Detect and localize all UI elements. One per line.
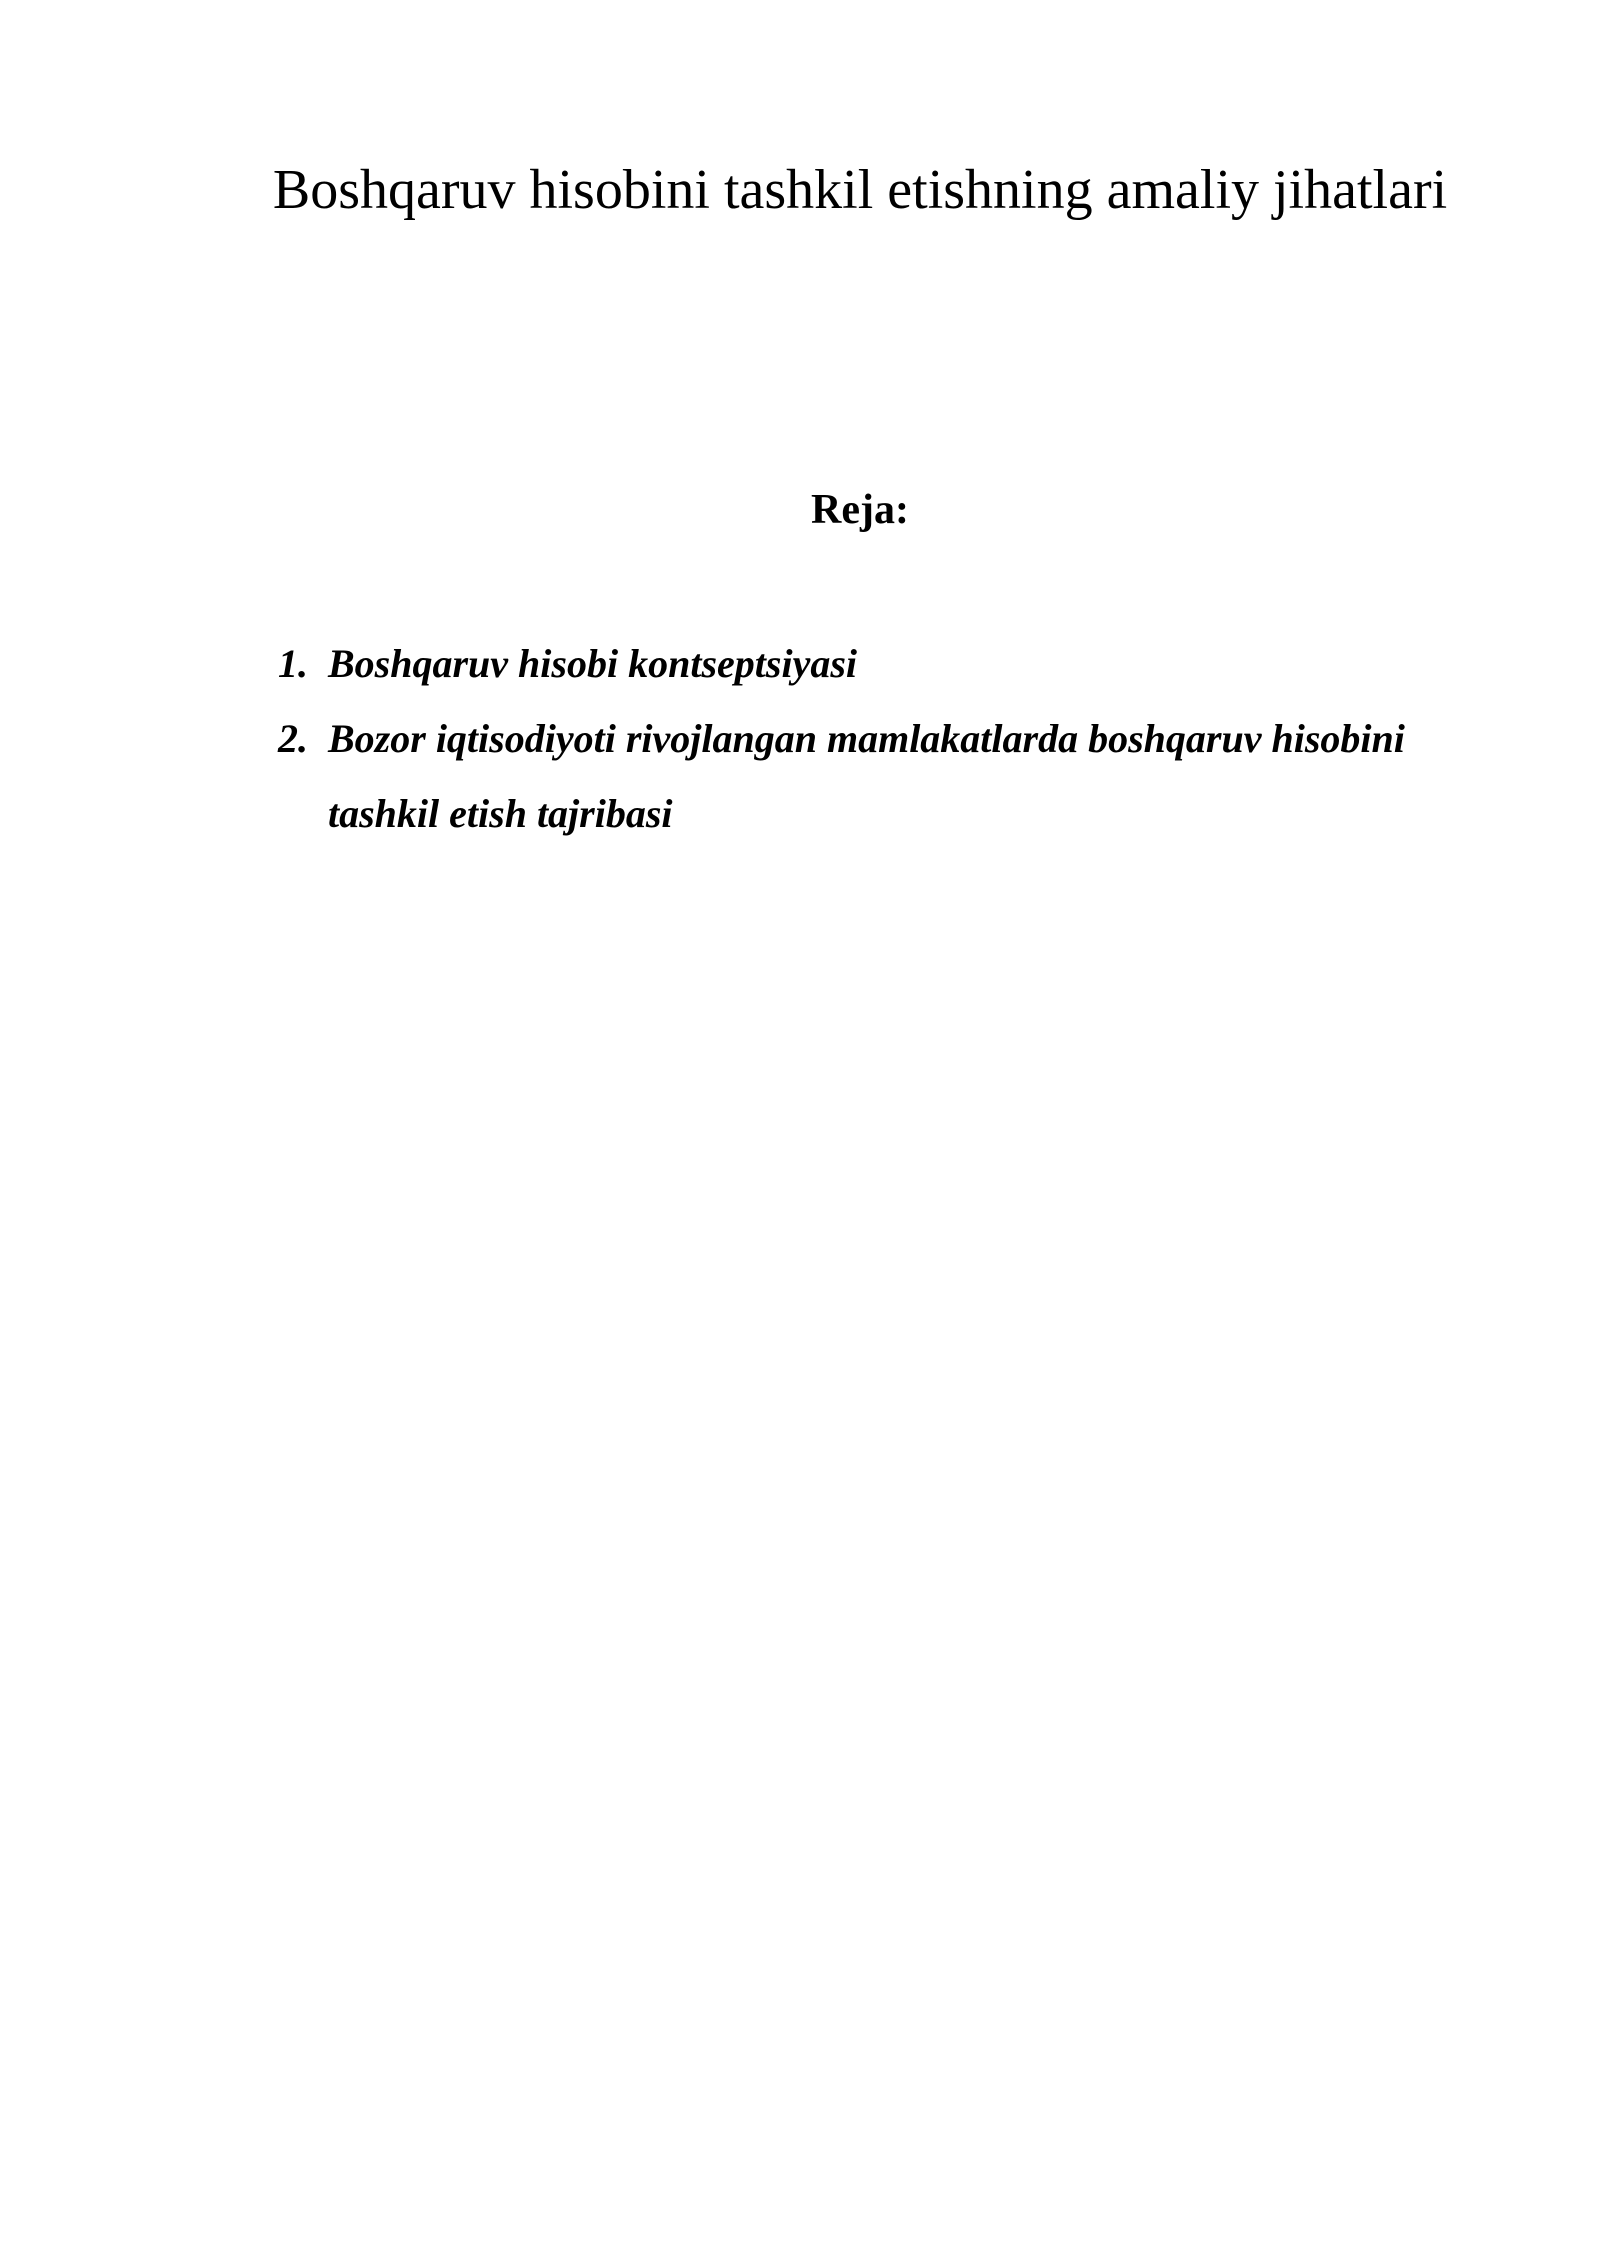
plan-item-number: 1. bbox=[278, 641, 308, 686]
plan-item-number: 2. bbox=[278, 716, 308, 761]
plan-item-text: Bozor iqtisodiyoti rivojlangan mamlakatlarda boshqaruv hisobini tashkil etish tajribasi bbox=[328, 716, 1405, 836]
plan-heading: Reja: bbox=[811, 487, 909, 533]
plan-list bbox=[278, 626, 1508, 851]
document-title: Boshqaruv hisobini tashkil etishning amaliy jihatlari bbox=[272, 159, 1448, 221]
plan-item bbox=[278, 626, 1508, 701]
plan-item-text: Boshqaruv hisobi kontseptsiyasi bbox=[328, 641, 858, 686]
plan-item bbox=[278, 701, 1508, 851]
